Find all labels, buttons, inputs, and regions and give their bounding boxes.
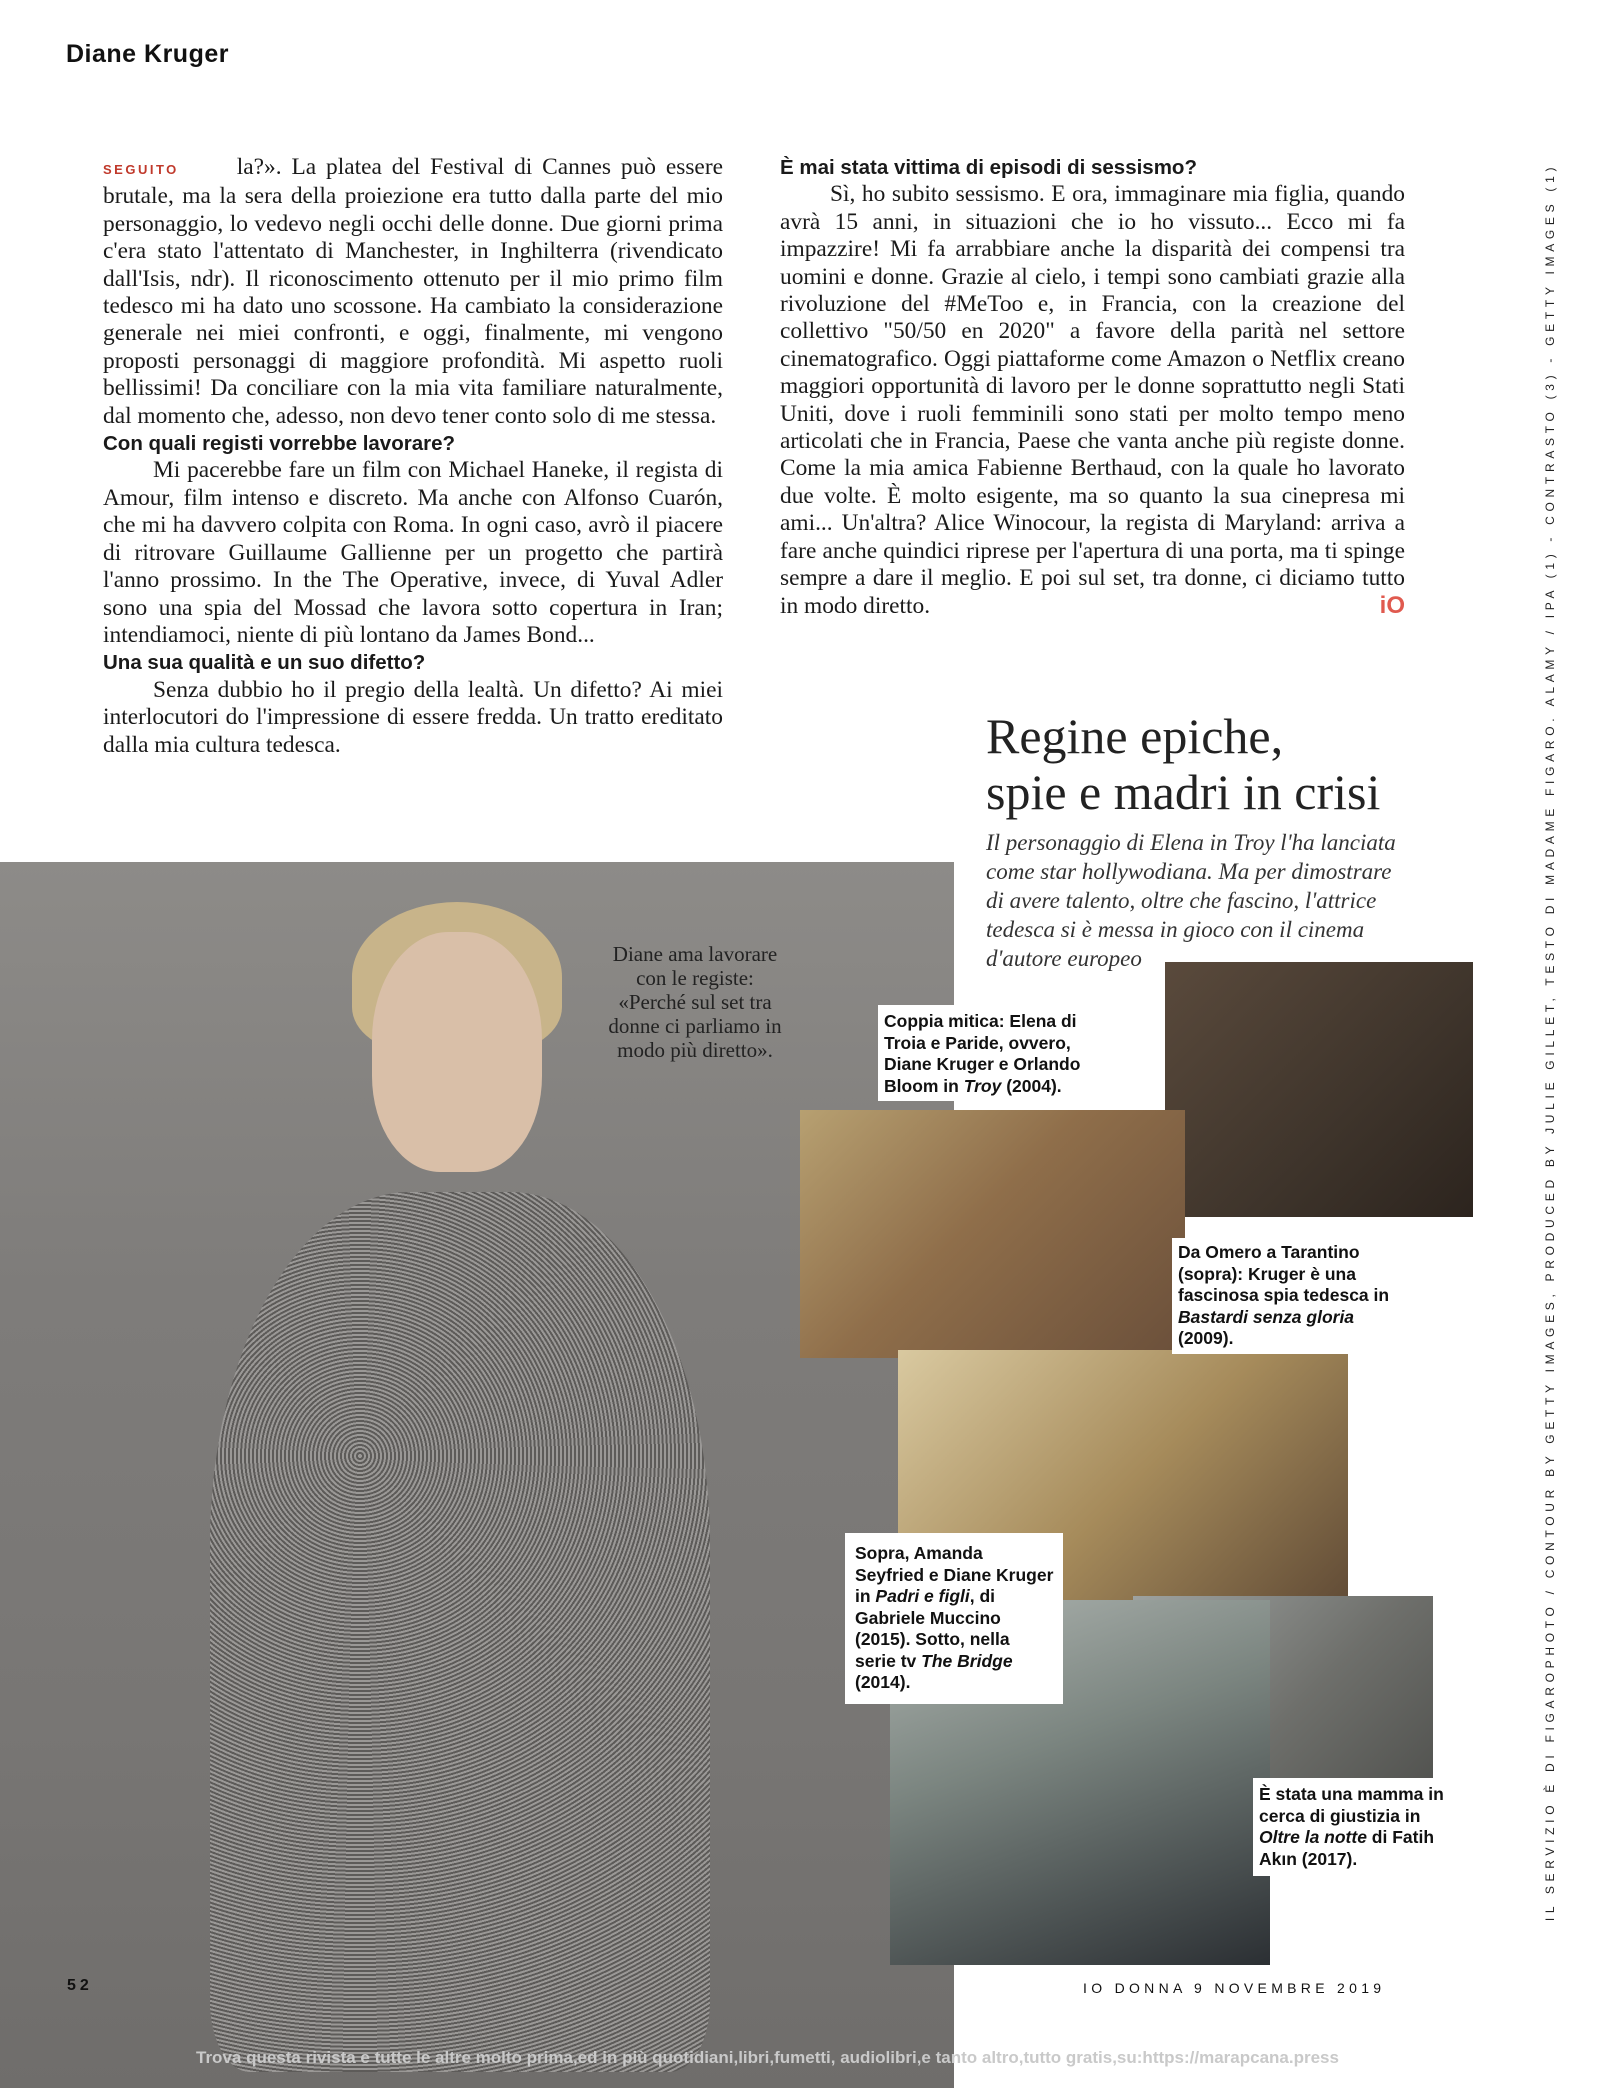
article-paragraph: Mi pacerebbe fare un film con Michael Haneke, il regista di Amour, film intenso e discreto. Ma anche con Alfonso Cuarón, che mi ha davvero colpita con Roma. In ogni caso, avrò il piacere di ritrovare Guillaume Gallienne per un progetto che partirà l'anno prossimo. In the The Operative, invece, di Yuval Adler sono una spia del Mossad che lavora sotto copertura in Iran; intendiamoci, niente di più lontano da James Bond... [103, 457, 723, 648]
sidebar-title [986, 708, 1380, 820]
portrait-photo [0, 862, 954, 2088]
portrait-sequin-dress [210, 1192, 710, 2072]
caption-film-title: Oltre la notte [1259, 1827, 1367, 1847]
page-header-name: Diane Kruger [66, 40, 229, 68]
sidebar-title-line: Regine epiche, [986, 708, 1284, 764]
caption-text: Da Omero a Tarantino (sopra): Kruger è una fascinosa spia tedesca in [1178, 1242, 1390, 1305]
portrait-face [372, 932, 542, 1172]
caption-film-title: Padri e figli [875, 1586, 970, 1606]
magazine-footer: IO DONNA 9 NOVEMBRE 2019 [1083, 1980, 1386, 1996]
film-still-bastardi [1165, 962, 1473, 1217]
article-paragraph: Sì, ho subito sessismo. E ora, immaginare mia figlia, quando avrà 15 anni, in situazioni che io ho vissuto... Ecco mi fa impazzire! Mi fa arrabbiare anche la disparità dei compensi tra uomini e donne. Grazie al cielo, i tempi sono cambiati grazie alla rivoluzione del #MeToo e, in Francia, con la creazione del collettivo "50/50 en 2020" a favore della parità nel settore cinematografico. Oggi piattaforme come Amazon o Netflix creano maggiori opportunità di lavoro per le donne soprattutto negli Stati Uniti, dove i ruoli femminili sono stati per molto tempo meno articolati che in Francia, Paese che vanta anche più registe donne. Come la mia amica Fabienne Berthaud, con la quale ho lavorato due volte. È molto esigente, ma so quanto la sua cinepresa mi ami... Un'altra? Alice Winocour, la regista di Maryland: arriva a fare anche quindici riprese per l'apertura di una porta, ma ti spinge sempre a dare il meglio. E poi sul set, tra donne, ci diciamo tutto in modo diretto. [780, 181, 1405, 619]
watermark-text: Trova questa rivista e tutte le altre molto prima,ed in più quotidiani,libri,fumetti, audiolibri,e tanto altro,tutto gratis,su:https://marapcana.press [196, 2048, 1339, 2067]
interview-question: Una sua qualità e un suo difetto? [103, 651, 426, 675]
caption-text: , di Gabriele Muccino (2015). Sotto, nella serie tv [855, 1586, 1010, 1671]
photo-credit-vertical: IL SERVIZIO È DI FIGAROPHOTO / CONTOUR BY GETTY IMAGES, PRODUCED BY JULIE GILLET, TESTO DI MADAME FIGARO. ALAMY / IPA (1) - CONTRASTO (3) - GETTY IMAGES (1) [1543, 162, 1557, 1922]
page-number: 52 [67, 1977, 93, 1994]
caption-film-title: Troy [963, 1075, 1002, 1096]
portrait-caption: Diane ama lavorare con le registe: «Perché sul set tra donne ci parliamo in modo più diretto». [608, 942, 782, 1062]
caption-film-title: The Bridge [921, 1650, 1013, 1671]
caption-text: Sopra, Amanda Seyfried e Diane Kruger in [855, 1543, 1054, 1606]
caption-oltre-la-notte [1253, 1778, 1453, 1876]
film-still-troy [800, 1110, 1185, 1358]
caption-padri-e-figli [845, 1533, 1063, 1704]
caption-troy [878, 1005, 1092, 1101]
article-paragraph: Senza dubbio ho il pregio della lealtà. Un difetto? Ai miei interlocutori do l'impressione di essere fredda. Un tratto ereditato dalla mia cultura tedesca. [103, 676, 723, 758]
paragraph-text: la?». La platea del Festival di Cannes può essere brutale, ma la sera della proiezione era tutto dalla parte del mio personaggio, lo vedevo negli occhi delle donne. Due giorni prima c'era stato l'attentato di Manchester, in Inghilterra (rivendicato dall'Isis, ndr). Il riconoscimento ottenuto per il mio primo film tedesco mi ha dato uno scossone. Ha cambiato la considerazione generale nei miei confronti, e oggi, finalmente, mi vengono proposti personaggi di maggiore profondità. Mi aspetto ruoli bellissimi! Da conciliare con la mia vita familiare naturalmente, dal momento che, adesso, non devo tener conto solo di me stessa. [103, 154, 723, 429]
article-right-column [780, 154, 1405, 620]
caption-film-title: Bastardi senza gloria [1178, 1306, 1355, 1327]
caption-text: (2014). [855, 1672, 911, 1692]
article-left-column [103, 154, 723, 759]
article-paragraph [103, 154, 723, 430]
interview-question: Con quali registi vorrebbe lavorare? [103, 432, 456, 456]
caption-text: (2009). [1178, 1328, 1234, 1348]
seguito-label: SEGUITO [103, 162, 179, 177]
io-end-mark-icon: iO [1379, 591, 1405, 619]
caption-text: Coppia mitica: Elena di Troia e Paride, ovvero, Diane Kruger e Orlando Bloom in [884, 1011, 1081, 1096]
caption-text: (2004). [1001, 1075, 1062, 1096]
caption-text: È stata una mamma in cerca di giustizia in [1259, 1784, 1444, 1826]
caption-text: di Fatih Akın (2017). [1259, 1827, 1435, 1869]
sidebar-title-line: spie e madri in crisi [986, 764, 1381, 820]
caption-bastardi [1172, 1238, 1412, 1354]
sidebar-intro: Il personaggio di Elena in Troy l'ha lanciata come star hollywodiana. Ma per dimostrare di avere talento, oltre che fascino, l'attrice tedesca si è messa in gioco con il cinema d'autore europeo [986, 830, 1396, 971]
interview-question: È mai stata vittima di episodi di sessismo? [780, 156, 1197, 179]
